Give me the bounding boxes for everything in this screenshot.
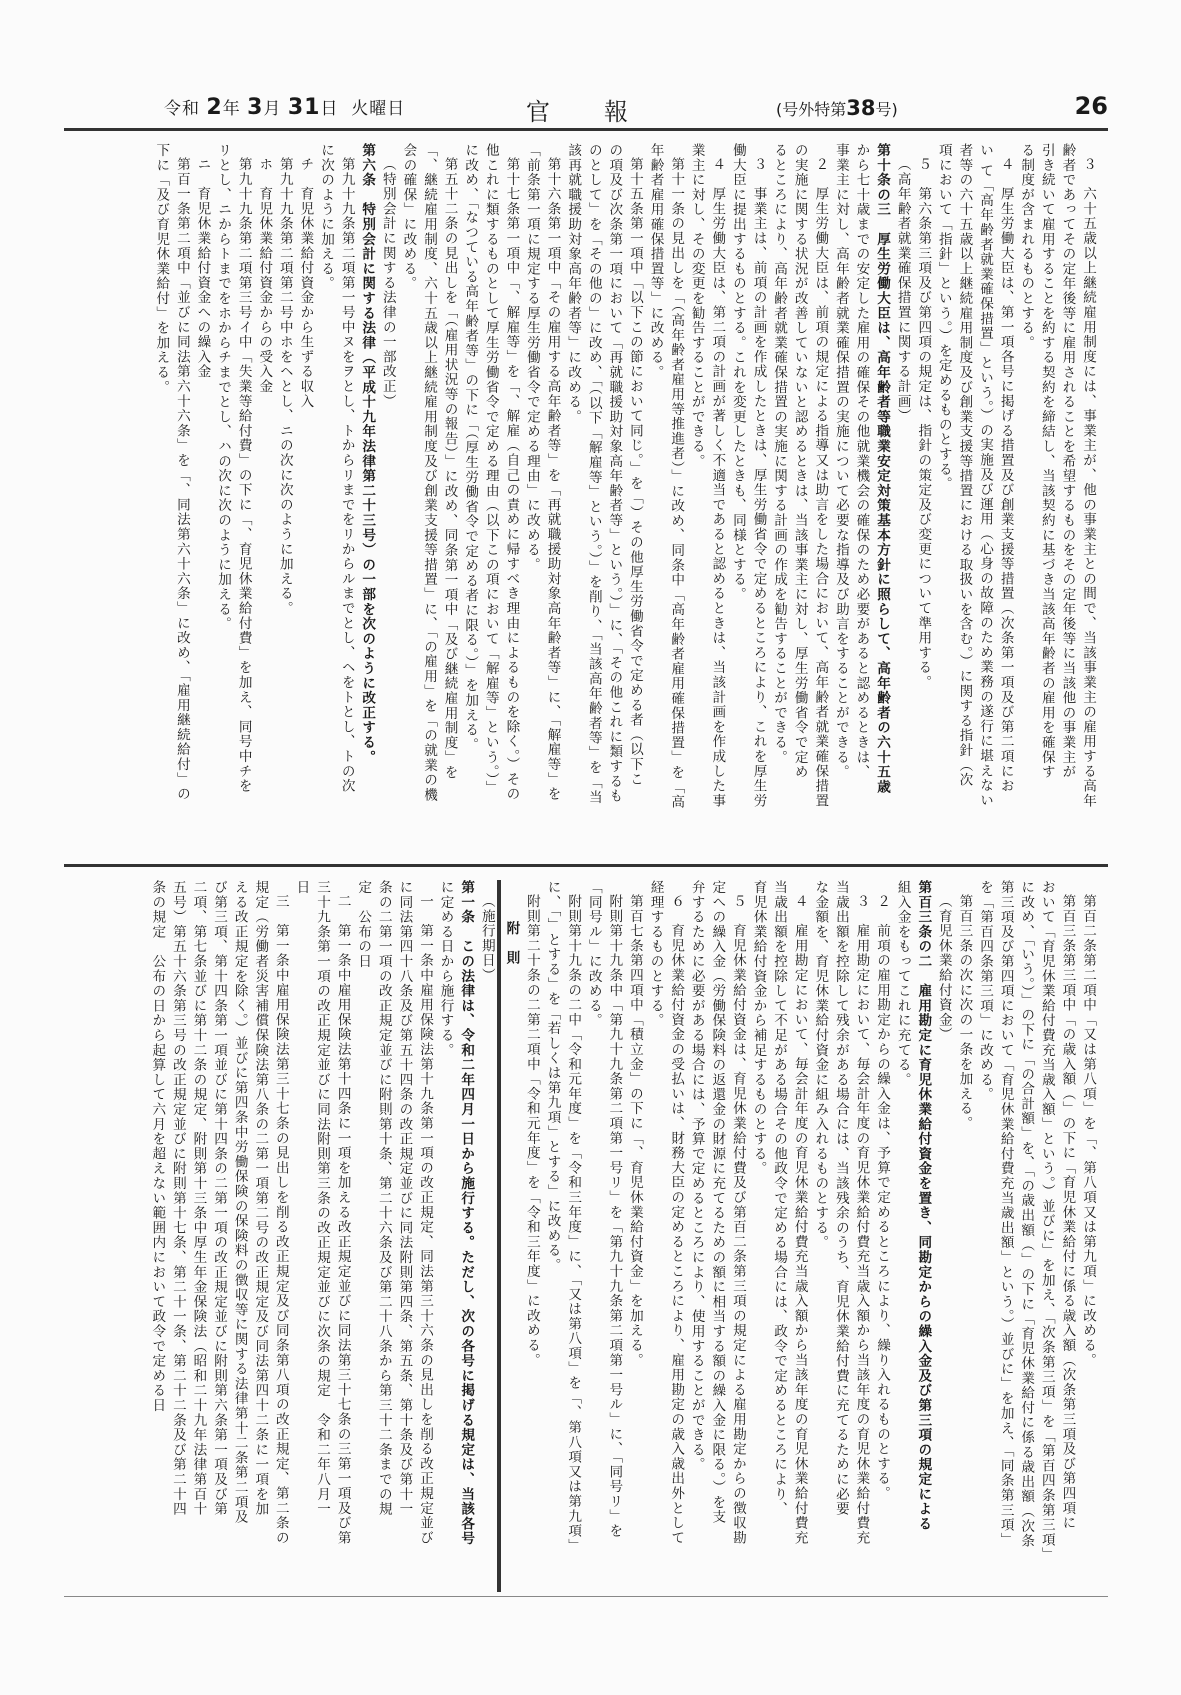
- paragraph-line: 二 第一条中雇用保険法第十四条に一項を加える改正規定並びに同法第三十七条の三第一項及び第: [334, 893, 351, 1545]
- paragraph-line: 第十一条の見出しを「（高年齢者雇用等推進者）」に改め、同条中「高年齢者雇用確保措置」を「高: [668, 156, 685, 809]
- text-line: から七十歳までの安定した雇用の確保その他就業機会の確保のため必要があると認めるときは、: [853, 143, 870, 780]
- year: 2: [206, 95, 223, 120]
- article-heading-line: 第六条 特別会計に関する法律（平成十九年法律第二十三号）の一部を次のように改正する。: [359, 143, 376, 765]
- paragraph-line: 一 第一条中雇用保険法第十九条第一項の改正規定、同法第三十六条の見出しを削る改正規定並び: [417, 893, 433, 1545]
- paragraph-line: ４ 厚生労働大臣は、第一項各号に掲げる措置及び創業支援等措置（次条第一項及び第二項にお: [997, 156, 1014, 793]
- article-caption: （特別会計に関する法律の一部改正）: [379, 156, 396, 409]
- text-line: える改正規定を除く。）並びに第四条中労働保険の保険料の徴収等に関する法律第十二条第二項及: [231, 880, 248, 1525]
- text-line: び第三項、第十四条第一項並びに第十四条の二第一項の改正規定並びに附則第六条第一項及び第: [211, 880, 228, 1517]
- text-line: のとして」を「その他の」に改め、「（以下「解雇等」という。）」を削り、「当該高年齢者等」を「当: [585, 143, 602, 805]
- month: 3: [247, 95, 264, 120]
- paragraph-line: ３ 雇用勘定において、毎会計年度の育児休業給付費充当歳入額から当該年度の育児休業給付費充: [853, 893, 870, 1545]
- text-line: 会の確保」に改める。: [400, 143, 417, 291]
- text-line: るところにより、高年齢者就業確保措置の実施に関する計画の作成を勧告することができる。: [771, 143, 788, 765]
- paragraph-line: 三 第一条中雇用保険法第三十七条の見出しを削る改正規定及び同条第八項の改正規定、第二条の: [272, 893, 289, 1545]
- day-suffix: 日: [320, 99, 339, 119]
- text-line: 経理するものとする。: [647, 880, 664, 1028]
- text-line: る制度が含まれるものとする。: [1018, 143, 1035, 351]
- paragraph-line: チ 育児休業給付資金から生ずる収入: [297, 156, 314, 409]
- lower-text-block: [80, 880, 1098, 1592]
- text-line: 「前条第一項に規定する厚生労働省令で定める理由」に改める。: [523, 143, 540, 573]
- paragraph-line: 第十五条第一項中「以下この節において同じ。」を「）その他厚生労働省令で定める者（以下こ: [626, 156, 643, 787]
- text-line: 「、継続雇用制度、六十五歳以上継続雇用制度及び創業支援等措置」に、「の雇用」を「の就業の機: [421, 143, 437, 803]
- text-line: 下に「及び育児休業給付」を加える。: [153, 143, 170, 395]
- paragraph-line: ニ 育児休業給付資金への繰入金: [194, 156, 211, 379]
- text-line: 者等の六十五歳以上継続雇用制度及び創業支援等措置における取扱いを含む。）に関する指針（次: [956, 143, 973, 788]
- paragraph-line: ４ 雇用勘定において、毎会計年度の育児休業給付費充当歳入額から当該年度の育児休業給付費充: [791, 893, 808, 1545]
- text-line: に改め、「いう。）」の下に「の合計額」を、「の歳出額（」の下に「育児休業給付に係る歳出額（次条: [1018, 880, 1035, 1549]
- text-line: 弁するために必要がある場合には、予算で定めるところにより、使用することができる。: [688, 880, 705, 1472]
- paragraph-line: 第百一条第二項中「並びに同法第六十六条」を「、同法第六十六条」に改め、「雇用継続給付」の: [173, 156, 190, 801]
- page-header: [64, 92, 1108, 130]
- text-line: 日: [293, 880, 310, 895]
- era: 令和: [164, 99, 200, 119]
- month-suffix: 月: [263, 99, 282, 119]
- publication-title: 官報: [526, 98, 682, 126]
- text-line: 項において「指針」という。）を定めるものとする。: [935, 143, 952, 492]
- text-line: 当歳出額を控除して不足がある場合その他政令で定める場合には、政令で定めるところにより、: [771, 880, 788, 1517]
- text-line: 引き続いて雇用することを約する契約を締結し、当該契約に基づき当該高年齢者の雇用を確保す: [1038, 143, 1055, 780]
- text-line: に、「」とする」を「若しくは第九項」とする」に改める。: [544, 880, 561, 1273]
- text-line: な金額を、育児休業給付資金に組み入れるものとする。: [812, 880, 829, 1250]
- paragraph-line: 第百二条第二項中「又は第八項」を「、第八項又は第九項」に改める。: [1080, 893, 1096, 1368]
- paragraph-line: ５ 育児休業給付資金は、育児休業給付費及び第百二条第三項の規定による雇用勘定からの徴収勘: [729, 893, 746, 1545]
- text-line: 定への繰入金（労働保険料の返還金の財源に充てるための額に相当する額の繰入金に限る。）を支: [709, 880, 726, 1525]
- text-line: 三十九条第一項の改正規定並びに同法附則第三条の改正規定並びに次条の規定 令和二年八月一: [314, 880, 331, 1517]
- paragraph-line: ５ 第六条第三項及び第四項の規定は、指針の策定及び変更について準用する。: [915, 156, 932, 690]
- text-line: 事業主に対し、高年齢者就業確保措置の実施について必要な指導及び助言をすることができる。: [832, 143, 849, 780]
- issue-suffix: 号): [875, 100, 898, 119]
- text-line: 齢者であってその定年後等に雇用されることを希望するものをその定年後等に当該他の事業主が: [1059, 143, 1076, 780]
- paragraph-line: ２ 厚生労働大臣は、前項の規定による指導又は助言をした場合において、高年齢者就業確保措置: [812, 156, 829, 808]
- paragraph-line: 第五十二条の見出しを「（雇用状況等の報告）」に改め、同条第一項中「及び継続雇用制度」を: [441, 156, 458, 780]
- page-number: 26: [1074, 92, 1108, 120]
- issue-date: [164, 94, 405, 120]
- year-suffix: 年: [222, 99, 241, 119]
- article-caption: （高年齢者就業確保措置に関する計画）: [894, 156, 911, 423]
- text-line: おいて「育児休業給付費充当歳入額」という。）並びに」を加え、「次条第三項」を「第百四条第三項」: [1038, 880, 1055, 1562]
- issue-number-value: 38: [846, 96, 876, 120]
- issue-number: [776, 96, 898, 120]
- text-line: に次のように加える。: [318, 143, 335, 291]
- paragraph-line: 第十六条第一項中「その雇用する高年齢者等」を「再就職援助対象高年齢者等」に、「解雇等」を: [544, 156, 561, 801]
- article-heading-line: 第十条の三 厚生労働大臣は、高年齢者等職業安定対策基本方針に照らして、高年齢者の六十五歳: [874, 143, 891, 795]
- paragraph-line: ３ 事業主は、前項の計画を作成したときは、厚生労働省令で定めるところにより、これを厚生労: [750, 156, 767, 808]
- text-line: 業主に対し、その変更を勧告することができる。: [688, 143, 705, 469]
- paragraph-line: 第百七条第四項中「積立金」の下に「、育児休業給付資金」を加える。: [626, 893, 643, 1368]
- article-caption: （育児休業給付資金）: [935, 893, 952, 1042]
- paragraph-line: 第十七条第一項中「、解雇等」を「、解雇（自己の責めに帰すべき理由によるものを除く。）その: [503, 156, 520, 801]
- text-line: リとし、ニからトまでをホからチまでとし、ハの次に次のように加える。: [215, 143, 232, 632]
- text-line: 条の二第一項の改正規定並びに附則第十条、第二十六条及び第二十八条から第三十二条までの規: [375, 880, 392, 1517]
- text-line: 働大臣に提出するものとする。これを変更したときも、同様とする。: [729, 143, 746, 602]
- day: 31: [287, 95, 321, 120]
- text-line: に同法第四十八条及び第五十四条の改正規定並びに同法附則第四条、第五条、第十条及び第十一: [396, 880, 413, 1517]
- header-rule: [64, 128, 1108, 131]
- article-heading-line: 第百三条の二 雇用勘定に育児休業給付資金を置き、同勘定からの繰入金及び第三項の規定による: [915, 880, 932, 1532]
- bottom-rule: [64, 1596, 1108, 1597]
- text-line: 条の規定 公布の日から起算して六月を超えない範囲内において政令で定める日: [149, 880, 166, 1413]
- text-line: 他これに類するものとして厚生労働省令で定める理由（以下この項において「解雇等」という。）」: [482, 143, 499, 796]
- text-line: 五号）第五十六条第三号の改正規定並びに附則第十七条、第二十一条、第二十二条及び第二十四: [169, 880, 186, 1517]
- text-line: 組入金をもってこれに充てる。: [894, 880, 911, 1088]
- paragraph-line: 附則第十九条の二中「令和元年度」を「令和三年度」に、「又は第八項」を「、第八項又は第九項」: [565, 893, 582, 1553]
- text-line: に定める日から施行する。: [437, 880, 454, 1058]
- text-line: 当歳出額を控除して残余がある場合には、当該残余のうち、育児休業給付費に充てるために必要: [832, 880, 849, 1517]
- article-heading-line: 第一条 この法律は、令和二年四月一日から施行する。ただし、次の各号に掲げる規定は、当該各号: [458, 880, 475, 1546]
- text-line: 第三項及び第四項において「育児休業給付費充当歳出額」という。）並びに」を加え、「同条第三項」: [997, 880, 1014, 1548]
- text-line: 年齢者雇用確保措置等」に改める。: [647, 143, 664, 380]
- supplementary-provisions-heading: 附 則: [497, 880, 522, 1592]
- middle-rule: [64, 864, 1108, 867]
- text-line: の実施に関する状況が改善していないと認めるときは、当該事業主に対し、厚生労働省令で定め: [791, 143, 808, 780]
- text-line: 二項、第七条並びに第十二条の規定、附則第十三条中厚生年金保険法（昭和二十九年法律第百十: [190, 880, 207, 1517]
- text-line: の項及び次条第一項において「再就職援助対象高年齢者等」という。）」に、「その他これに類するも: [606, 143, 623, 804]
- text-line: い て「高年齢者就業確保措置」という。）の実施及び運用（心身の故障のため業務の遂行に堪えない: [977, 143, 994, 808]
- paragraph-line: 第百三条第三項中「の歳入額（」の下に「育児休業給付に係る歳入額（次条第三項及び第四項に: [1059, 893, 1076, 1530]
- text-line: 「同号ル」に改める。: [585, 880, 602, 1028]
- paragraph-line: 第九十九条第二項第三号イ中「失業等給付費」の下に「、育児休業給付費」を加え、同号中チを: [235, 156, 252, 793]
- paragraph-line: 第九十九条第二項第一号中ヌをヲとし、トからリまでをリからルまでとし、ヘをトとし、トの次: [338, 156, 355, 793]
- paragraph-line: 第百三条の次に次の一条を加える。: [956, 893, 973, 1131]
- paragraph-line: 附則第二十条の二第二項中「令和元年度」を「令和三年度」に改める。: [523, 893, 540, 1368]
- text-line: 該再就職援助対象高年齢者等」に改める。: [565, 143, 582, 425]
- issue-prefix: (号外特第: [776, 100, 847, 119]
- paragraph-line: ４ 厚生労働大臣は、第二項の計画が著しく不適当であると認めるときは、当該計画を作成した事: [709, 156, 726, 808]
- text-line: に改め、「なつている高年齢者等」の下に「（厚生労働省令で定める者に限る。）」を加える。: [462, 143, 479, 753]
- paragraph-line: ２ 前項の雇用勘定からの繰入金は、予算で定めるところにより、繰り入れるものとする。: [874, 893, 891, 1501]
- text-line: 定 公布の日: [355, 880, 372, 969]
- text-line: 規定（労働者災害補償保険法第八条の二第一項第二号の改正規定及び同法第四十二条に一項を加: [252, 880, 269, 1517]
- paragraph-line: ホ 育児休業給付資金からの受入金: [256, 156, 273, 394]
- weekday: 火曜日: [351, 99, 406, 119]
- paragraph-line: 第九十九条第二項第二号中ホをヘとし、ニの次に次のように加える。: [276, 156, 293, 616]
- paragraph-line: ３ 六十五歳以上継続雇用制度には、事業主が、他の事業主との間で、当該事業主の雇用する高年: [1080, 156, 1096, 808]
- article-caption: （施行期日）: [478, 893, 495, 983]
- text-line: 育児休業給付資金から補足するものとする。: [750, 880, 767, 1176]
- upper-text-block: [80, 143, 1098, 855]
- text-line: を「第百四条第三項」に改める。: [977, 880, 994, 1102]
- paragraph-line: ６ 育児休業給付資金の受払いは、財務大臣の定めるところにより、雇用勘定の歳入歳出外として: [668, 893, 685, 1545]
- paragraph-line: 附則第十九条中「第九十九条第二項第一号リ」を「第九十九条第二項第一号ル」に、「同号リ」を: [606, 893, 623, 1538]
